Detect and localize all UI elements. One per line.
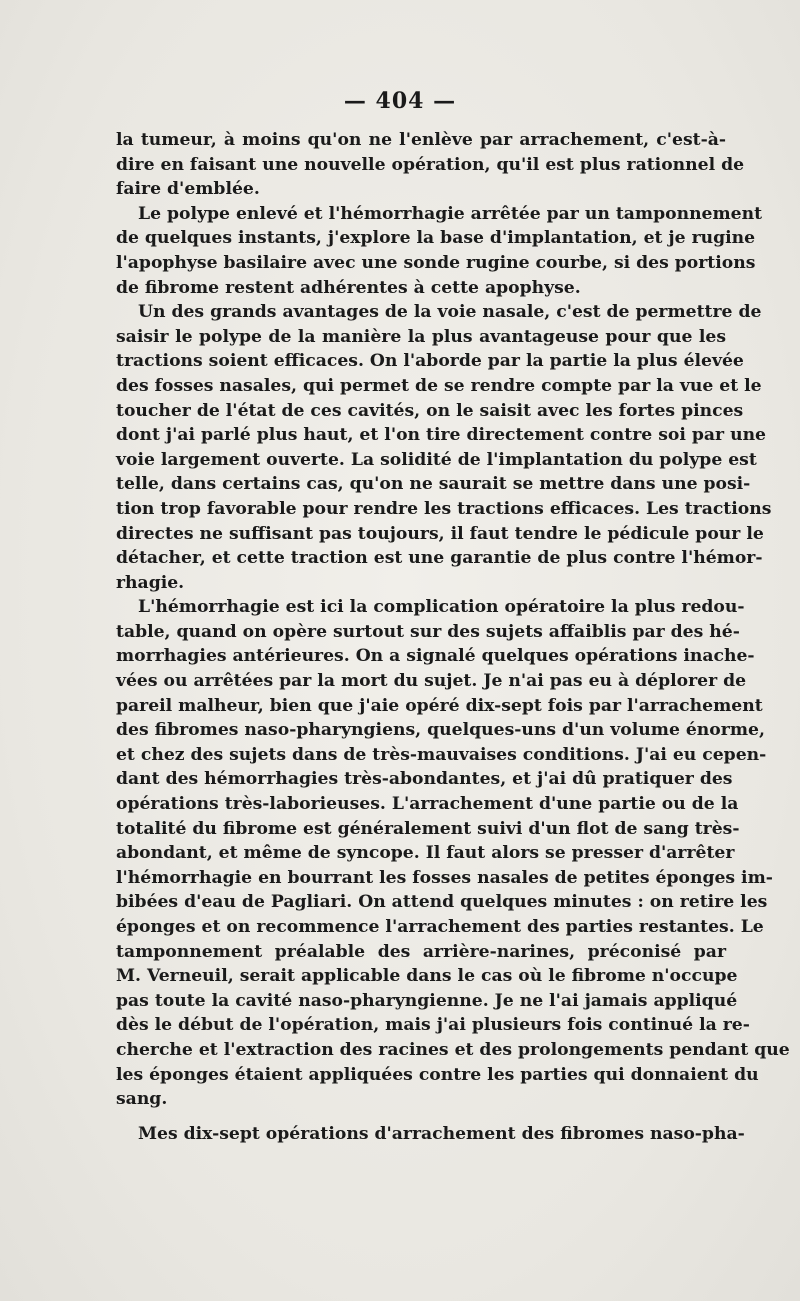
- text-line: faire d'emblée.: [116, 179, 260, 200]
- text-line: tractions soient efficaces. On l'aborde par la partie la plus élevée: [116, 351, 744, 372]
- text-line: toucher de l'état de ces cavités, on le saisit avec les fortes pinces: [116, 400, 744, 421]
- text-line: vées ou arrêtées par la mort du sujet. Je n'ai pas eu à déplorer de: [116, 671, 747, 692]
- text-line: table, quand on opère surtout sur des sujets affaiblis par des hé-: [116, 621, 740, 642]
- text-line: L'hémorrhagie est ici la complication opératoire la plus redou-: [138, 597, 745, 618]
- body-text: [116, 128, 790, 1146]
- text-line: dès le début de l'opération, mais j'ai plusieurs fois continué la re-: [116, 1015, 750, 1036]
- text-line: pareil malheur, bien que j'aie opéré dix-sept fois par l'arrachement: [116, 695, 763, 716]
- text-line: voie largement ouverte. La solidité de l'implantation du polype est: [116, 449, 757, 470]
- text-line: éponges et on recommence l'arrachement des parties restantes. Le: [116, 917, 764, 937]
- text-line: la tumeur, à moins qu'on ne l'enlève par arrachement, c'est-à-: [116, 130, 726, 150]
- text-line: de fibrome restent adhérentes à cette apophyse.: [116, 277, 581, 298]
- text-line: opérations très-laborieuses. L'arrachement d'une partie ou de la: [116, 794, 739, 815]
- text-line: rhagie.: [116, 572, 185, 593]
- text-line: bibées d'eau de Pagliari. On attend quelques minutes : on retire les: [116, 892, 768, 913]
- text-line: totalité du fibrome est généralement suivi d'un flot de sang très-: [116, 818, 740, 839]
- text-line: telle, dans certains cas, qu'on ne saurait se mettre dans une posi-: [116, 474, 751, 495]
- text-line: des fosses nasales, qui permet de se rendre compte par la vue et le: [116, 375, 762, 396]
- text-line: pas toute la cavité naso-pharyngienne. Je ne l'ai jamais appliqué: [116, 990, 738, 1011]
- text-line: l'apophyse basilaire avec une sonde rugine courbe, si des portions: [116, 252, 756, 273]
- text-line: Le polype enlevé et l'hémorrhagie arrêtée par un tamponnement: [138, 203, 763, 224]
- text-line: les éponges étaient appliquées contre les parties qui donnaient du: [116, 1064, 759, 1085]
- text-line: dant des hémorrhagies très-abondantes, et j'ai dû pratiquer des: [116, 769, 733, 790]
- text-line: morrhagies antérieures. On a signalé quelques opérations inache-: [116, 646, 755, 667]
- text-line: l'hémorrhagie en bourrant les fosses nasales de petites éponges im-: [116, 867, 773, 888]
- text-line: saisir le polype de la manière la plus avantageuse pour que les: [116, 326, 726, 347]
- text-line: dire en faisant une nouvelle opération, qu'il est plus rationnel de: [116, 154, 745, 175]
- text-line: Mes dix-sept opérations d'arrachement des fibromes naso-pha-: [138, 1123, 745, 1144]
- text-line: cherche et l'extraction des racines et des prolongements pendant que: [116, 1039, 790, 1060]
- page-number-header: — 404 —: [343, 88, 457, 114]
- text-line: Un des grands avantages de la voie nasale, c'est de permettre de: [138, 302, 762, 323]
- text-line: tamponnement préalable des arrière-narines, préconisé par: [116, 941, 726, 962]
- text-line: sang.: [116, 1089, 168, 1110]
- text-line: de quelques instants, j'explore la base d'implantation, et je rugine: [116, 228, 756, 249]
- text-line: abondant, et même de syncope. Il faut alors se presser d'arrêter: [116, 843, 735, 864]
- paragraph-gap: [116, 1112, 726, 1122]
- text-line: tion trop favorable pour rendre les tractions efficaces. Les tractions: [116, 498, 772, 519]
- text-line: directes ne suffisant pas toujours, il faut tendre le pédicule pour le: [116, 523, 764, 544]
- text-line: et chez des sujets dans de très-mauvaises conditions. J'ai eu cepen-: [116, 744, 767, 765]
- text-line: détacher, et cette traction est une garantie de plus contre l'hémor-: [116, 548, 763, 569]
- text-line: dont j'ai parlé plus haut, et l'on tire directement contre soi par une: [116, 425, 766, 446]
- text-line: des fibromes naso-pharyngiens, quelques-uns d'un volume énorme,: [116, 720, 765, 741]
- text-line: M. Verneuil, serait applicable dans le cas où le fibrome n'occupe: [116, 966, 738, 987]
